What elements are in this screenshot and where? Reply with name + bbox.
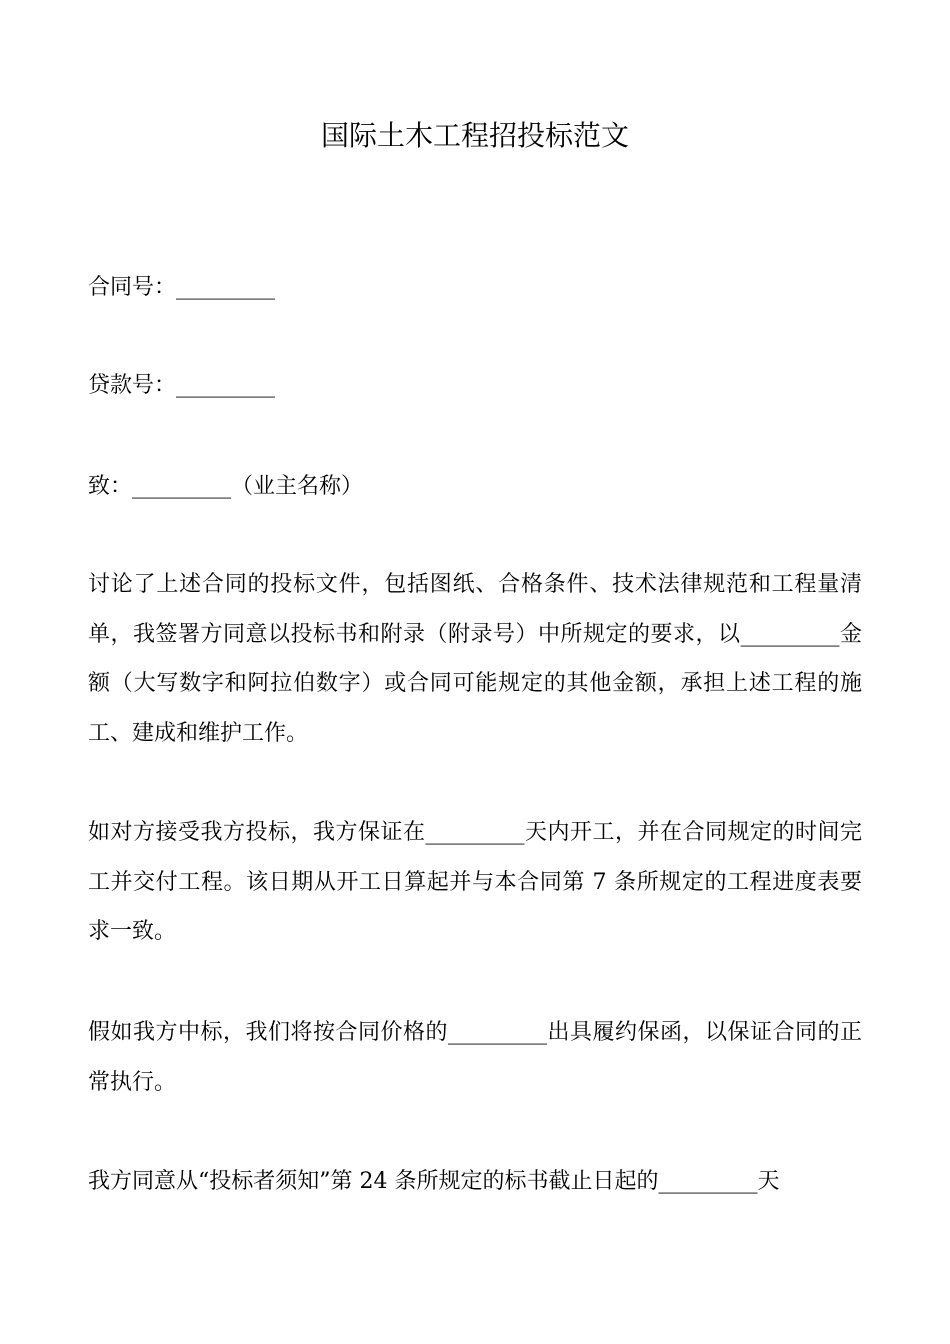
document-title: 国际土木工程招投标范文 — [320, 119, 629, 152]
discussion-paragraph: 讨论了上述合同的投标文件，包括图纸、合格条件、技术法律规范和工程量清单，我签署方同意以投标书和附录（附录号）中所规定的要求，以_________金额（大写数字和阿拉伯数字）或合同可能规定的其他金额，承担上述工程的施工、建成和维护工作。 — [88, 572, 862, 746]
addressee-line: 致：_________（业主名称） — [88, 474, 364, 499]
contract-number-line: 合同号：_________ — [88, 275, 276, 300]
loan-number-line: 贷款号：_________ — [88, 373, 276, 398]
schedule-paragraph: 如对方接受我方投标，我方保证在_________天内开工，并在合同规定的时间完工并交付工程。该日期从开工日算起并与本合同第 7 条所规定的工程进度表要求一致。 — [88, 820, 862, 944]
bid-validity-paragraph: 我方同意从“投标者须知”第 24 条所规定的标书截止日起的_________天 — [88, 1169, 780, 1194]
performance-bond-paragraph: 假如我方中标，我们将按合同价格的_________出具履约保函，以保证合同的正常执行。 — [88, 1020, 862, 1095]
